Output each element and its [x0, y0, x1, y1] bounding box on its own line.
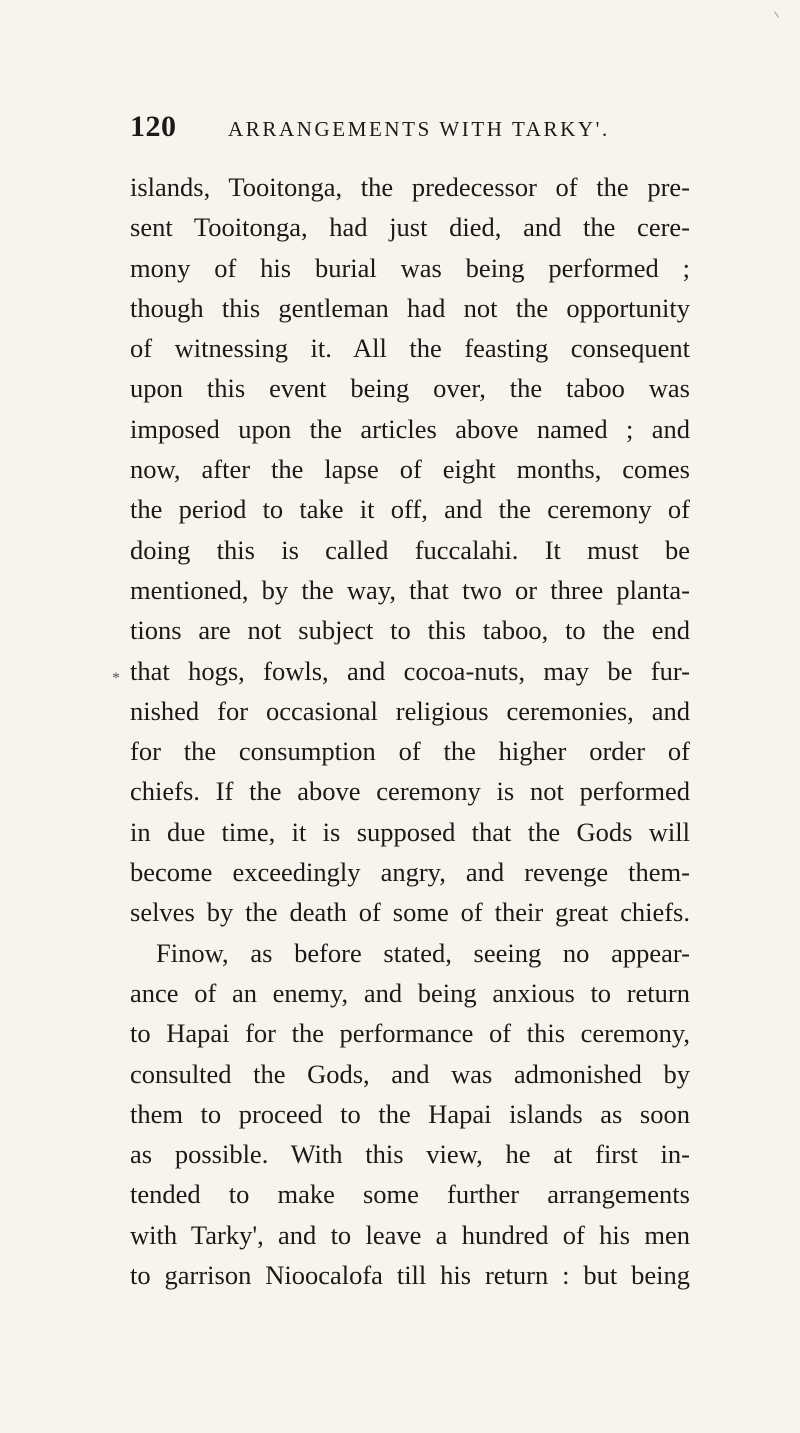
text-line: islands, Tooitonga, the predecessor of the pre- — [130, 172, 690, 202]
text-line: sent Tooitonga, had just died, and the cere- — [130, 212, 690, 243]
text-line: tended to make some further arrangements — [130, 1179, 690, 1210]
page-number: 120 — [130, 110, 177, 143]
text-line: imposed upon the articles above named ; and — [130, 413, 690, 444]
text-line: though this gentleman had not the opportunity — [130, 292, 690, 323]
text-line: ance of an enemy, and being anxious to return — [130, 977, 690, 1008]
text-line: in due time, it is supposed that the Gods will — [130, 816, 690, 847]
text-line: upon this event being over, the taboo was — [130, 373, 690, 404]
margin-mark: * — [112, 670, 120, 687]
text-line: doing this is called fuccalahi. It must be — [130, 534, 690, 565]
text-line: mentioned, by the way, that two or three planta- — [130, 574, 690, 605]
page-header — [130, 110, 690, 150]
text-line: consulted the Gods, and was admonished by — [130, 1058, 690, 1089]
text-line: with Tarky', and to leave a hundred of his men — [130, 1219, 690, 1250]
text-line: now, after the lapse of eight months, comes — [130, 454, 690, 485]
text-line: chiefs. If the above ceremony is not performed — [130, 776, 690, 807]
text-line: to Hapai for the performance of this ceremony, — [130, 1018, 690, 1049]
text-line: Finow, as before stated, seeing no appear- — [156, 937, 690, 968]
text-line: for the consumption of the higher order of — [130, 736, 690, 767]
body-text — [130, 167, 690, 1295]
text-line: tions are not subject to this taboo, to the end — [130, 615, 690, 646]
text-line: to garrison Nioocalofa till his return : but being — [130, 1260, 690, 1291]
text-line: as possible. With this view, he at first in- — [130, 1139, 690, 1170]
text-line: nished for occasional religious ceremonies, and — [130, 695, 690, 726]
text-line: become exceedingly angry, and revenge them- — [130, 857, 690, 888]
running-head: ARRANGEMENTS WITH TARKY'. — [228, 117, 610, 141]
text-line: them to proceed to the Hapai islands as soon — [130, 1098, 690, 1129]
text-line: the period to take it off, and the ceremony of — [130, 494, 690, 525]
scan-mark — [774, 11, 779, 17]
text-line: mony of his burial was being performed ; — [130, 252, 690, 283]
text-line: selves by the death of some of their great chiefs. — [130, 897, 690, 928]
text-line: that hogs, fowls, and cocoa-nuts, may be fur- — [130, 655, 690, 686]
text-line: of witnessing it. All the feasting consequent — [130, 333, 690, 364]
